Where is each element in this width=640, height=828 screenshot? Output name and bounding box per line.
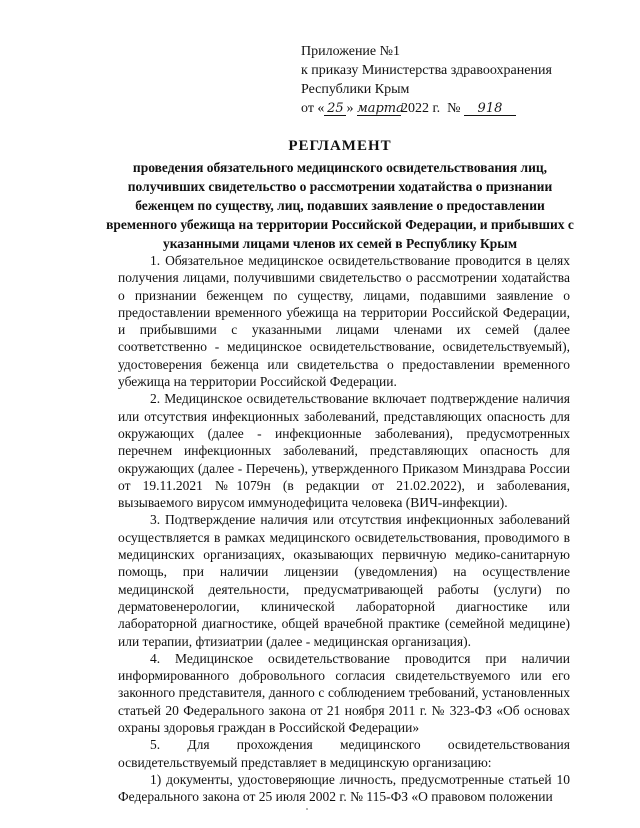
date-day-handwritten: 25 [324, 102, 346, 116]
order-reference: к приказу Министерства здравоохранения [301, 63, 552, 78]
region-name: Республики Крым [301, 82, 410, 97]
date-month-handwritten: марта [356, 101, 404, 116]
document-title: РЕГЛАМЕНТ [288, 138, 392, 154]
date-separator: » [346, 101, 354, 116]
document-subtitle: проведения обязательного медицинского освидетельствования лиц, получивших свидетельство о рассмотрении ходатайства о признании беженцем по существу, лиц, подавших заявление о предоставлении временного убежища на территории Российской Федерации, и прибывших с указанными лицами членов их семей в Республику Крым [106, 160, 574, 251]
annex-label: Приложение №1 [301, 44, 400, 59]
order-number-handwritten: 918 [464, 102, 516, 116]
paragraph-1: 1. Обязательное медицинское освидетельствование проводится в целях получения лицами, получившими свидетельство о рассмотрении ходатайства о признании беженцем по существу, лицами, подавшими заявление о предоставлении временного убежища на территории Российской Федерации, и прибывшими с указанными лицами членами их семей (далее соответственно - медицинское освидетельствование, освидетельствуемый), удостоверения беженца или свидетельства о предоставлении временного убежища на территории Российской Федерации. [118, 253, 570, 390]
number-prefix: № [447, 101, 461, 116]
date-year: 2022 г. [400, 101, 441, 116]
paragraph-5: 5. Для прохождения медицинского освидетельствования освидетельствуемый представляет в медицинскую организацию: [118, 737, 570, 770]
paragraph-5-item-1: 1) документы, удостоверяющие личность, предусмотренные статьей 10 Федерального закона от 25 июля 2002 г. № 115-ФЗ «О правовом положении [118, 771, 570, 805]
scan-speck [306, 808, 308, 810]
paragraph-2: 2. Медицинское освидетельствование включает подтверждение наличия или отсутствия инфекционных заболеваний, представляющих опасность для окружающих (далее - инфекционные заболевания), предусмотренных перечнем инфекционных заболеваний, представляющих опасность для окружающих (далее - Перечень), утвержденного Приказом Минздрава России от 19.11.2021 №1079н (в редакции от 21.02.2022), и заболевания, вызываемого вирусом иммунодефицита человека (ВИЧ-инфекции). [118, 391, 570, 511]
document-body [118, 252, 570, 806]
paragraph-3: 3. Подтверждение наличия или отсутствия инфекционных заболеваний осуществляется в рамках медицинского освидетельствования, проводимого в медицинских организациях, оказывающих первичную медико-санитарную помощь, при наличии лицензии (уведомления) на осуществление медицинской деятельности, предусматривающей работы (услуги) по дерматовенерологии, клинической лабораторной диагностике или лабораторной диагностике, общей врачебной практике (семейной медицине) или терапии, фтизиатрии (далее - медицинская организация). [118, 512, 570, 649]
order-date-number [301, 99, 601, 118]
date-prefix: от « [301, 101, 325, 116]
annex-header [301, 42, 601, 118]
paragraph-4: 4. Медицинское освидетельствование проводится при наличии информированного добровольного согласия свидетельствуемого или его законного представителя, данного с соблюдением требований, установленных статьей 20 Федерального закона от 21 ноября 2011 г. № 323-ФЗ «Об основах охраны здоровья граждан в Российской Федерации» [118, 650, 570, 736]
